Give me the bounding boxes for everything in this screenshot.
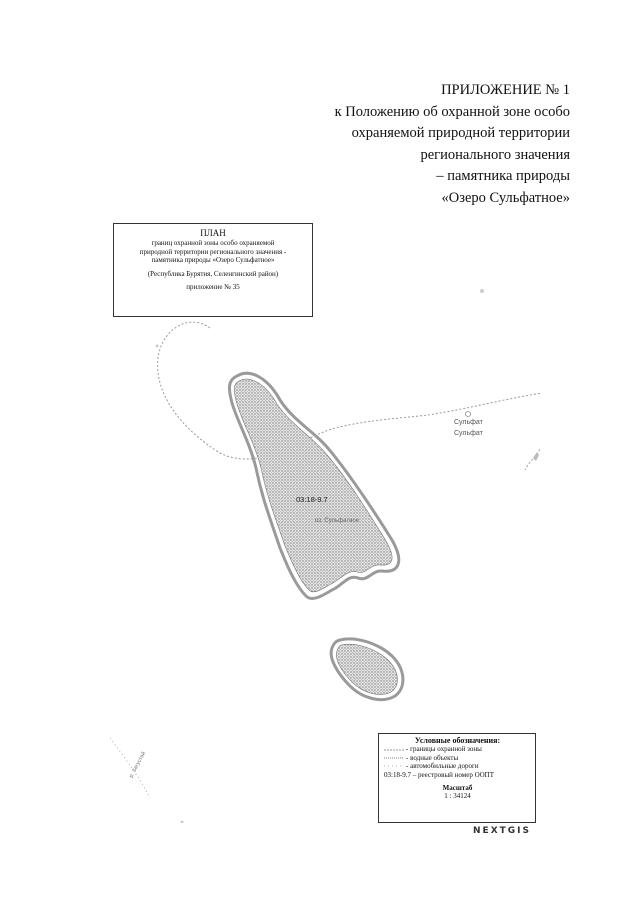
pond-3 xyxy=(156,345,159,348)
pond-4 xyxy=(181,821,184,824)
legend-item-roads xyxy=(384,762,531,770)
plan-region: (Республика Бурятия, Селенгинский район) xyxy=(147,269,279,278)
legend-title: Условные обозначения: xyxy=(414,736,501,745)
scale-value: 1 : 34124 xyxy=(444,792,471,801)
legend-item-roads-label: - автомобильные дороги xyxy=(406,762,479,771)
road-swatch xyxy=(384,763,404,769)
appendix-line-2: к Положению об охранной зоне особо xyxy=(334,103,570,120)
lake-name-label: оз. Сульфатное xyxy=(315,518,360,524)
settlement-marker xyxy=(466,412,471,417)
appendix-line-5: – памятника природы xyxy=(436,168,570,185)
plan-line-2: природной территории регионального значения - xyxy=(139,247,287,256)
plan-line-3: памятника природы «Озеро Сульфатное» xyxy=(151,256,275,264)
legend-code-note: 03:18-9.7 – реестровый номер ООПТ xyxy=(384,770,495,779)
settlement-label-2: Сульфат xyxy=(454,430,483,437)
map-area xyxy=(110,218,540,823)
water-swatch xyxy=(384,755,404,761)
appendix-header xyxy=(240,80,570,210)
nextgis-logo: NEXTGIS xyxy=(473,826,531,836)
settlement-label-1: Сульфат xyxy=(454,419,483,426)
appendix-line-4: регионального значения xyxy=(420,146,570,163)
road-line xyxy=(158,322,540,459)
road-name-label: р. Загустай xyxy=(128,750,148,779)
plan-title-box xyxy=(113,223,313,317)
lake-sulfatnoe xyxy=(234,379,392,592)
plan-title: ПЛАН xyxy=(200,228,226,238)
oopt-code-label: 03:18-9.7 xyxy=(296,495,328,504)
map-legend xyxy=(378,733,536,823)
legend-item-water xyxy=(384,754,531,762)
zone-boundary-swatch xyxy=(384,747,404,753)
appendix-line-3: охраняемой природной территории xyxy=(351,125,570,142)
pond-1 xyxy=(533,452,539,461)
plan-line-1: границ охранной зоны особо охраняемой xyxy=(151,239,275,247)
road-line-3 xyxy=(110,738,150,798)
appendix-line-1: ПРИЛОЖЕНИЕ № 1 xyxy=(441,82,570,98)
plan-annex: приложение № 35 xyxy=(186,283,240,291)
legend-item-water-label: - водные объекты xyxy=(406,753,459,762)
appendix-line-6: «Озеро Сульфатное» xyxy=(441,189,570,206)
scale-title: Масштаб xyxy=(442,784,473,793)
legend-item-zone-label: - границы охранной зоны xyxy=(406,745,482,754)
road-line-2 xyxy=(525,446,540,470)
legend-item-zone xyxy=(384,745,531,753)
pond-2 xyxy=(480,289,484,293)
